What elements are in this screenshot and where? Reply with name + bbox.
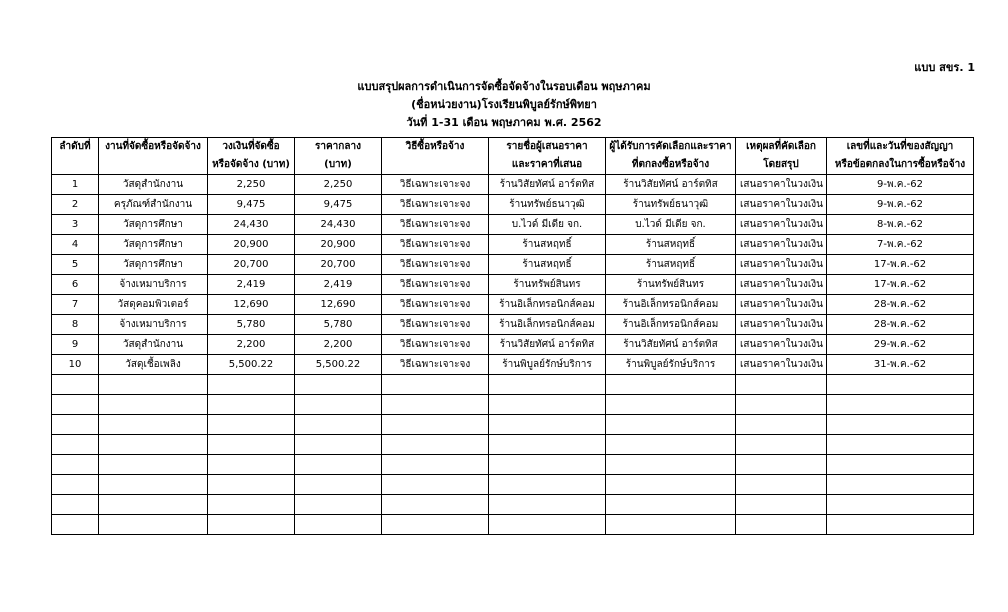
table-cell: จ้างเหมาบริการ — [99, 275, 208, 295]
empty-cell — [99, 375, 208, 395]
empty-cell — [827, 375, 974, 395]
empty-cell — [606, 475, 736, 495]
table-cell: 29-พ.ค.-62 — [827, 335, 974, 355]
table-cell: ร้านอิเล็กทรอนิกส์คอม — [489, 295, 606, 315]
empty-table-row — [52, 375, 974, 395]
table-cell: วิธีเฉพาะเจาะจง — [382, 295, 489, 315]
column-header: และราคาที่เสนอ — [489, 156, 606, 175]
empty-cell — [295, 435, 382, 455]
empty-cell — [736, 435, 827, 455]
table-cell: เสนอราคาในวงเงิน — [736, 195, 827, 215]
column-header: ผู้ได้รับการคัดเลือกและราคา — [606, 138, 736, 157]
empty-cell — [99, 475, 208, 495]
table-cell: เสนอราคาในวงเงิน — [736, 235, 827, 255]
table-cell: 9 — [52, 335, 99, 355]
table-row — [52, 355, 974, 375]
table-row — [52, 315, 974, 335]
table-cell: วัสดุสำนักงาน — [99, 335, 208, 355]
empty-cell — [736, 375, 827, 395]
table-cell: จ้างเหมาบริการ — [99, 315, 208, 335]
table-cell: 12,690 — [295, 295, 382, 315]
empty-cell — [489, 395, 606, 415]
table-cell: 9,475 — [208, 195, 295, 215]
table-cell: 20,900 — [295, 235, 382, 255]
empty-cell — [827, 455, 974, 475]
table-cell: 17-พ.ค.-62 — [827, 275, 974, 295]
table-cell: 9-พ.ค.-62 — [827, 175, 974, 195]
report-title: แบบสรุปผลการดำเนินการจัดซื้อจัดจ้างในรอบเดือน พฤษภาคม — [357, 80, 651, 93]
column-header: วิธีซื้อหรือจ้าง — [382, 138, 489, 157]
empty-cell — [208, 375, 295, 395]
column-header: ราคากลาง — [295, 138, 382, 157]
empty-cell — [489, 515, 606, 535]
empty-cell — [295, 495, 382, 515]
column-header: หรือข้อตกลงในการซื้อหรือจ้าง — [827, 156, 974, 175]
table-cell: 2,200 — [208, 335, 295, 355]
column-header — [52, 156, 99, 175]
empty-table-row — [52, 435, 974, 455]
empty-cell — [52, 435, 99, 455]
table-cell: ร้านทรัพย์ธนาวุฒิ — [489, 195, 606, 215]
table-cell: 10 — [52, 355, 99, 375]
column-header: รายชื่อผู้เสนอราคา — [489, 138, 606, 157]
table-row — [52, 295, 974, 315]
table-cell: วิธีเฉพาะเจาะจง — [382, 355, 489, 375]
table-cell: เสนอราคาในวงเงิน — [736, 275, 827, 295]
empty-cell — [382, 375, 489, 395]
table-cell: ครุภัณฑ์สำนักงาน — [99, 195, 208, 215]
table-cell: ร้านพิบูลย์รักษ์บริการ — [489, 355, 606, 375]
empty-table-row — [52, 415, 974, 435]
table-cell: 8-พ.ค.-62 — [827, 215, 974, 235]
empty-cell — [208, 495, 295, 515]
report-period: วันที่ 1-31 เดือน พฤษภาคม พ.ศ. 2562 — [406, 116, 602, 129]
empty-cell — [382, 435, 489, 455]
empty-cell — [382, 515, 489, 535]
table-cell: เสนอราคาในวงเงิน — [736, 295, 827, 315]
table-cell: 6 — [52, 275, 99, 295]
empty-cell — [52, 475, 99, 495]
empty-cell — [736, 515, 827, 535]
table-cell: เสนอราคาในวงเงิน — [736, 315, 827, 335]
table-cell: 28-พ.ค.-62 — [827, 315, 974, 335]
table-cell: วิธีเฉพาะเจาะจง — [382, 315, 489, 335]
table-row — [52, 255, 974, 275]
empty-cell — [606, 515, 736, 535]
table-cell: ร้านวิสัยทัศน์ อาร์ตทิส — [489, 335, 606, 355]
table-cell: วัสดุการศึกษา — [99, 255, 208, 275]
empty-cell — [295, 415, 382, 435]
empty-cell — [99, 415, 208, 435]
table-cell: 5 — [52, 255, 99, 275]
empty-cell — [208, 415, 295, 435]
empty-cell — [606, 455, 736, 475]
table-cell: วัสดุการศึกษา — [99, 215, 208, 235]
table-cell: 2,200 — [295, 335, 382, 355]
table-cell: 5,500.22 — [208, 355, 295, 375]
header-row — [52, 138, 974, 157]
table-row — [52, 335, 974, 355]
column-header: วงเงินที่จัดซื้อ — [208, 138, 295, 157]
column-header: (บาท) — [295, 156, 382, 175]
empty-cell — [827, 475, 974, 495]
table-cell: 2,419 — [208, 275, 295, 295]
table-cell: ร้านอิเล็กทรอนิกส์คอม — [606, 315, 736, 335]
table-cell: ร้านวิสัยทัศน์ อาร์ตทิส — [606, 335, 736, 355]
empty-cell — [489, 475, 606, 495]
empty-cell — [99, 495, 208, 515]
table-cell: วัสดุคอมพิวเตอร์ — [99, 295, 208, 315]
report-title-block — [0, 78, 1008, 132]
table-row — [52, 215, 974, 235]
empty-cell — [99, 455, 208, 475]
form-code: แบบ สขร. 1 — [914, 61, 975, 74]
table-cell: 20,700 — [208, 255, 295, 275]
empty-cell — [736, 395, 827, 415]
table-cell: 24,430 — [295, 215, 382, 235]
table-cell: 5,500.22 — [295, 355, 382, 375]
table-cell: ร้านทรัพย์สินทร — [489, 275, 606, 295]
table-row — [52, 175, 974, 195]
empty-cell — [606, 375, 736, 395]
empty-cell — [295, 375, 382, 395]
column-header: หรือจัดจ้าง (บาท) — [208, 156, 295, 175]
empty-cell — [382, 495, 489, 515]
empty-cell — [489, 415, 606, 435]
table-cell: วิธีเฉพาะเจาะจง — [382, 255, 489, 275]
table-cell: วัสดุเชื้อเพลิง — [99, 355, 208, 375]
empty-cell — [99, 395, 208, 415]
empty-cell — [52, 415, 99, 435]
table-cell: ร้านอิเล็กทรอนิกส์คอม — [489, 315, 606, 335]
table-cell: 20,900 — [208, 235, 295, 255]
empty-cell — [208, 435, 295, 455]
table-cell: วัสดุการศึกษา — [99, 235, 208, 255]
table-cell: บ.ไวด์ มีเดีย จก. — [489, 215, 606, 235]
table-cell: 2,250 — [295, 175, 382, 195]
table-row — [52, 235, 974, 255]
empty-table-row — [52, 455, 974, 475]
table-cell: เสนอราคาในวงเงิน — [736, 355, 827, 375]
table-cell: 2,419 — [295, 275, 382, 295]
table-cell: ร้านสหฤทธิ์ — [489, 255, 606, 275]
empty-cell — [295, 395, 382, 415]
empty-table-row — [52, 475, 974, 495]
empty-cell — [606, 395, 736, 415]
table-cell: 31-พ.ค.-62 — [827, 355, 974, 375]
empty-cell — [208, 515, 295, 535]
empty-cell — [52, 375, 99, 395]
table-cell: 2 — [52, 195, 99, 215]
empty-cell — [52, 395, 99, 415]
column-header: เหตุผลที่คัดเลือก — [736, 138, 827, 157]
empty-cell — [99, 435, 208, 455]
table-cell: 1 — [52, 175, 99, 195]
empty-cell — [489, 495, 606, 515]
empty-cell — [489, 435, 606, 455]
empty-cell — [208, 475, 295, 495]
table-cell: ร้านพิบูลย์รักษ์บริการ — [606, 355, 736, 375]
table-cell: 24,430 — [208, 215, 295, 235]
table-cell: 4 — [52, 235, 99, 255]
table-cell: วิธีเฉพาะเจาะจง — [382, 275, 489, 295]
procurement-summary-table — [51, 137, 974, 535]
table-cell: ร้านวิสัยทัศน์ อาร์ตทิส — [606, 175, 736, 195]
empty-table-row — [52, 495, 974, 515]
table-row — [52, 275, 974, 295]
table-cell: วิธีเฉพาะเจาะจง — [382, 195, 489, 215]
column-header — [382, 156, 489, 175]
column-header: งานที่จัดซื้อหรือจัดจ้าง — [99, 138, 208, 157]
empty-cell — [99, 515, 208, 535]
empty-cell — [606, 415, 736, 435]
empty-cell — [382, 395, 489, 415]
table-cell: ร้านวิสัยทัศน์ อาร์ตทิส — [489, 175, 606, 195]
column-header: ที่ตกลงซื้อหรือจ้าง — [606, 156, 736, 175]
table-cell: 7-พ.ค.-62 — [827, 235, 974, 255]
empty-table-row — [52, 395, 974, 415]
empty-cell — [489, 375, 606, 395]
table-cell: เสนอราคาในวงเงิน — [736, 175, 827, 195]
table-cell: เสนอราคาในวงเงิน — [736, 255, 827, 275]
table-cell: 2,250 — [208, 175, 295, 195]
table-cell: ร้านสหฤทธิ์ — [606, 235, 736, 255]
table-cell: 5,780 — [295, 315, 382, 335]
table-cell: เสนอราคาในวงเงิน — [736, 335, 827, 355]
table-cell: 12,690 — [208, 295, 295, 315]
empty-cell — [382, 415, 489, 435]
column-header — [99, 156, 208, 175]
empty-cell — [295, 515, 382, 535]
empty-cell — [736, 455, 827, 475]
empty-cell — [295, 475, 382, 495]
empty-cell — [827, 515, 974, 535]
empty-cell — [606, 435, 736, 455]
empty-cell — [295, 455, 382, 475]
table-cell: ร้านทรัพย์ธนาวุฒิ — [606, 195, 736, 215]
table-cell: บ.ไวด์ มีเดีย จก. — [606, 215, 736, 235]
table-cell: วัสดุสำนักงาน — [99, 175, 208, 195]
empty-cell — [52, 515, 99, 535]
empty-cell — [208, 455, 295, 475]
table-cell: วิธีเฉพาะเจาะจง — [382, 215, 489, 235]
column-header: ลำดับที่ — [52, 138, 99, 157]
empty-cell — [827, 395, 974, 415]
table-cell: 7 — [52, 295, 99, 315]
empty-cell — [208, 395, 295, 415]
table-cell: ร้านอิเล็กทรอนิกส์คอม — [606, 295, 736, 315]
empty-cell — [382, 475, 489, 495]
table-cell: 9,475 — [295, 195, 382, 215]
table-row — [52, 195, 974, 215]
empty-cell — [489, 455, 606, 475]
column-header: เลขที่และวันที่ของสัญญา — [827, 138, 974, 157]
empty-cell — [827, 435, 974, 455]
table-cell: ร้านทรัพย์สินทร — [606, 275, 736, 295]
empty-cell — [382, 455, 489, 475]
table-cell: วิธีเฉพาะเจาะจง — [382, 335, 489, 355]
empty-cell — [52, 455, 99, 475]
table-cell: 20,700 — [295, 255, 382, 275]
table-cell: 17-พ.ค.-62 — [827, 255, 974, 275]
empty-cell — [736, 415, 827, 435]
table-cell: 28-พ.ค.-62 — [827, 295, 974, 315]
table-cell: เสนอราคาในวงเงิน — [736, 215, 827, 235]
table-cell: วิธีเฉพาะเจาะจง — [382, 235, 489, 255]
table-cell: 3 — [52, 215, 99, 235]
column-header: โดยสรุป — [736, 156, 827, 175]
empty-table-row — [52, 515, 974, 535]
table-cell: ร้านสหฤทธิ์ — [606, 255, 736, 275]
table-cell: วิธีเฉพาะเจาะจง — [382, 175, 489, 195]
table-cell: 9-พ.ค.-62 — [827, 195, 974, 215]
empty-cell — [736, 495, 827, 515]
empty-cell — [827, 415, 974, 435]
empty-cell — [52, 495, 99, 515]
table-cell: 8 — [52, 315, 99, 335]
empty-cell — [827, 495, 974, 515]
agency-name: (ชื่อหน่วยงาน)โรงเรียนพิบูลย์รักษ์พิทยา — [411, 98, 597, 111]
empty-cell — [606, 495, 736, 515]
header-row — [52, 156, 974, 175]
empty-cell — [736, 475, 827, 495]
table-cell: ร้านสหฤทธิ์ — [489, 235, 606, 255]
table-cell: 5,780 — [208, 315, 295, 335]
